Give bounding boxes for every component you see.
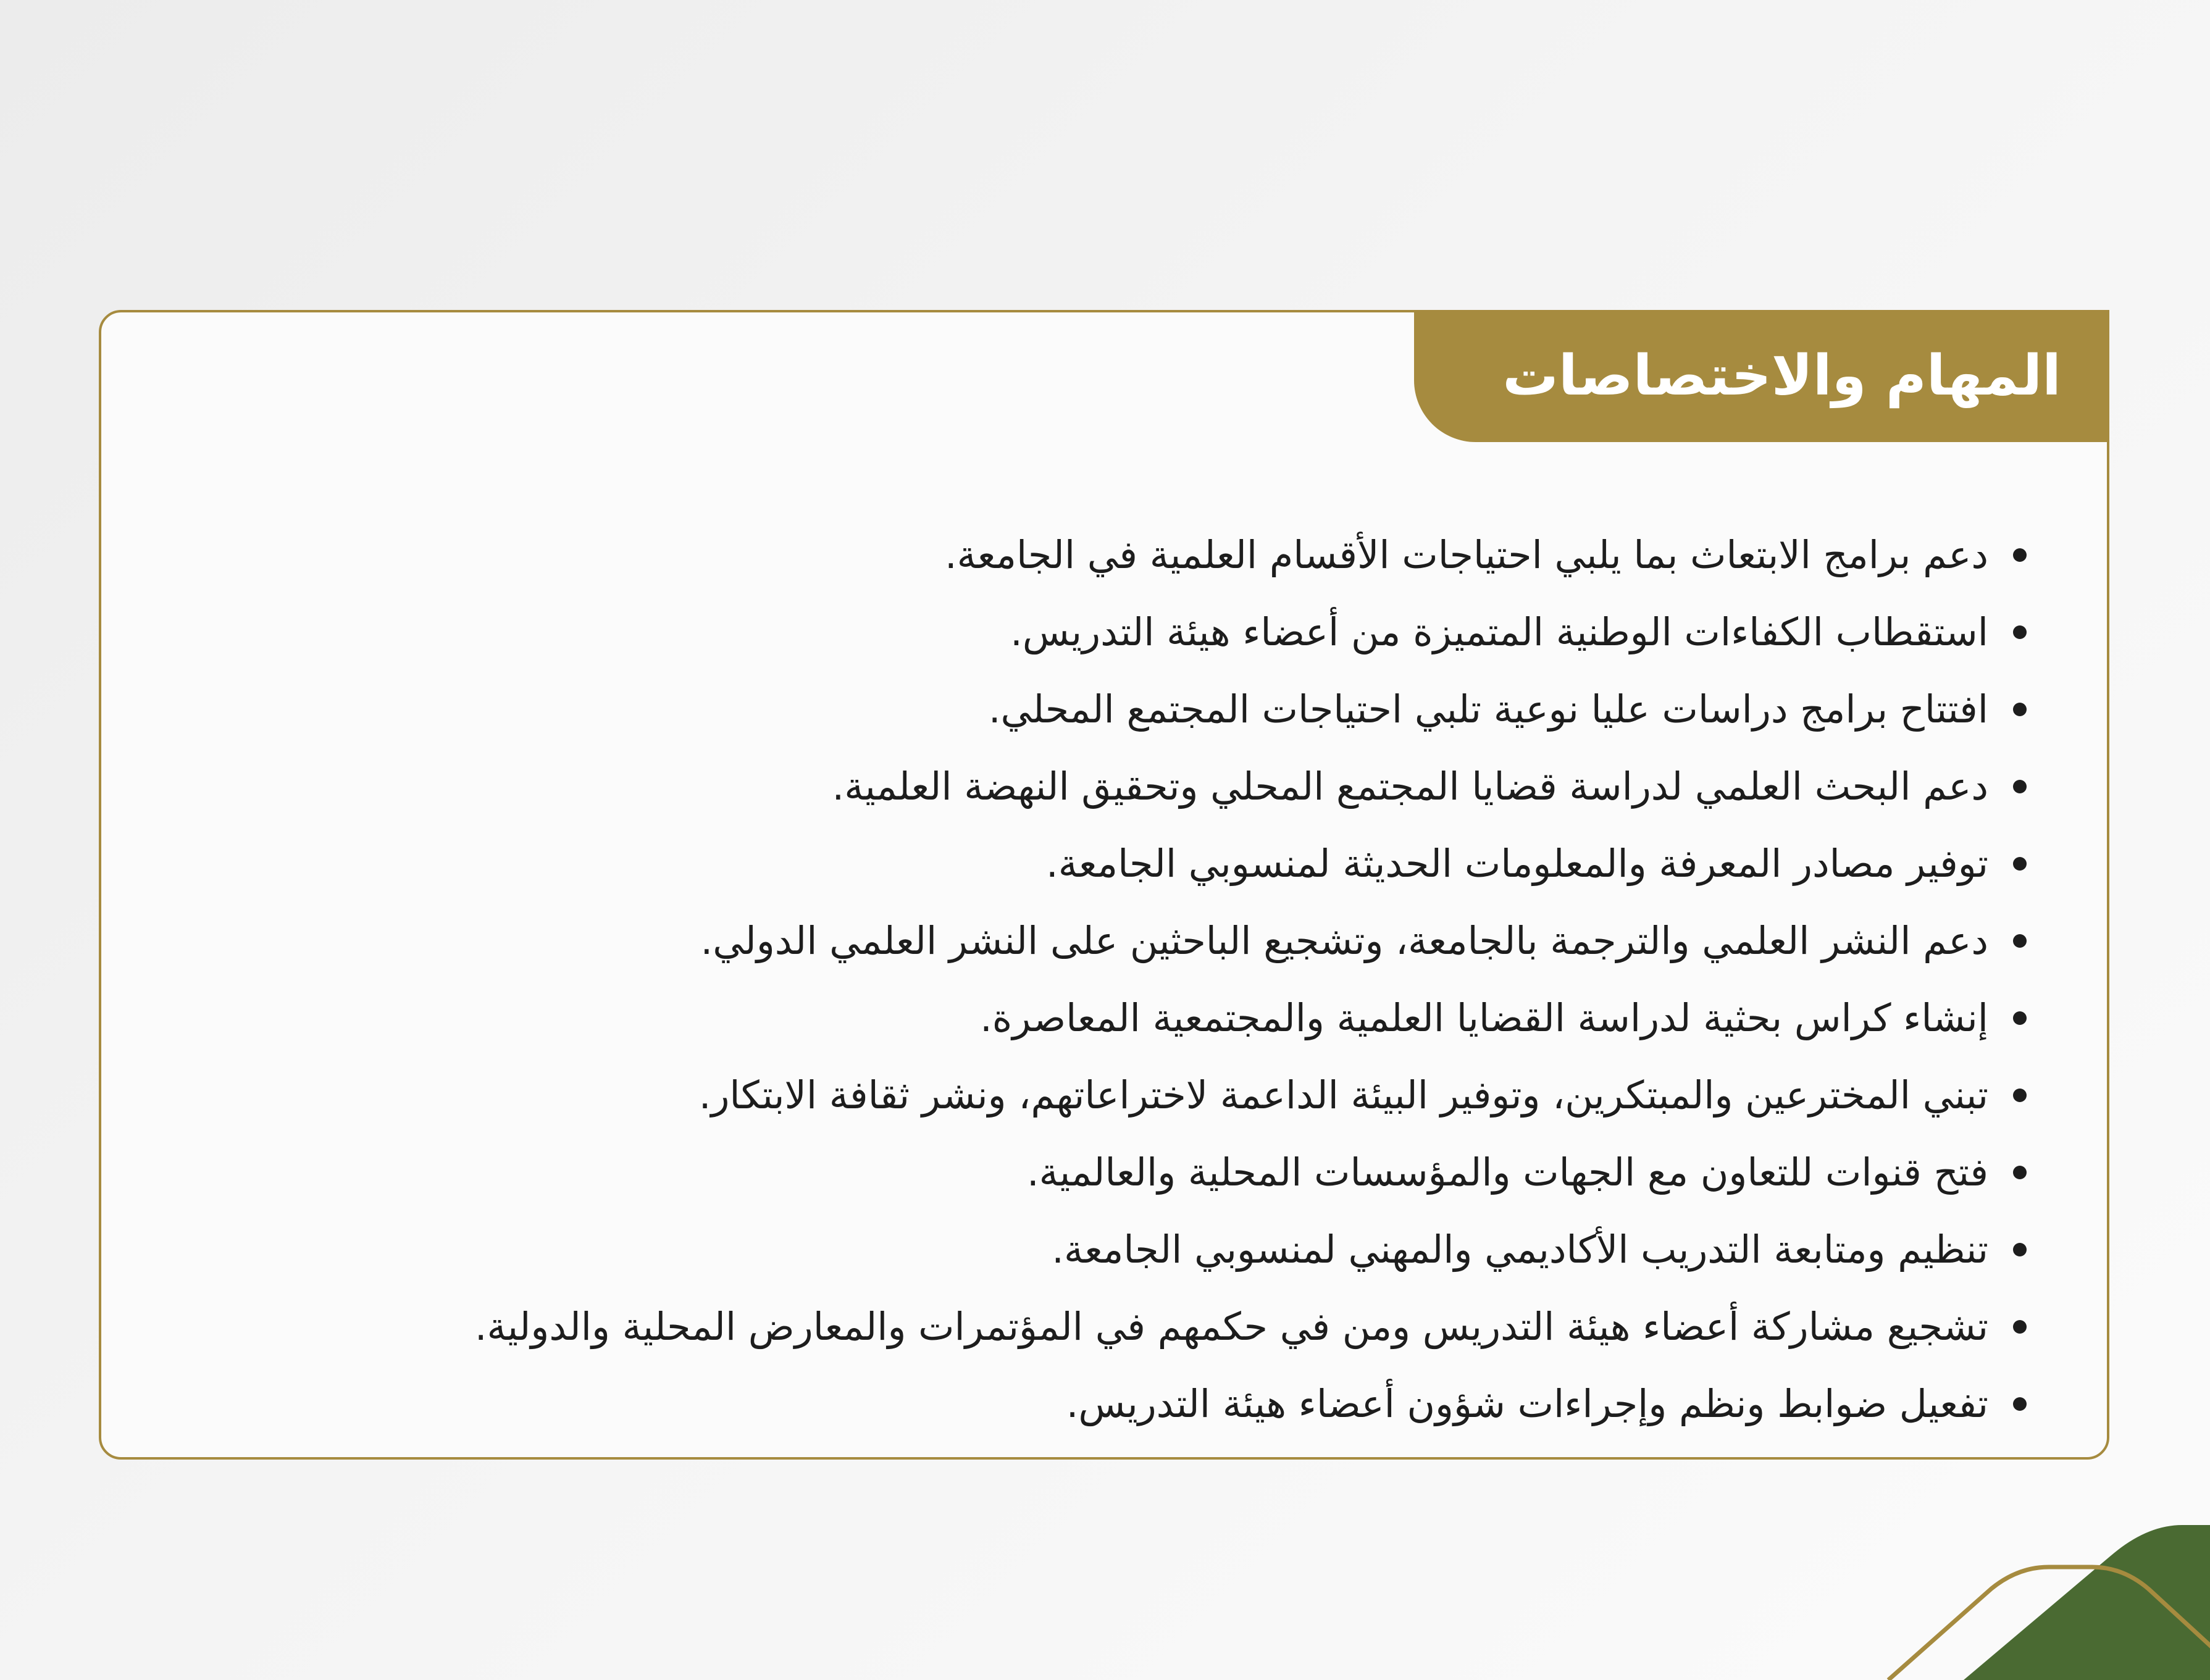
page-title: المهام والاختصاصات <box>1502 343 2061 408</box>
list-item-text: استقطاب الكفاءات الوطنية المتميزة من أعضاء هيئة التدريس. <box>1010 609 1988 654</box>
list-item-text: افتتاح برامج دراسات عليا نوعية تلبي احتياجات المجتمع المحلي. <box>988 687 1988 732</box>
list-item-text: تشجيع مشاركة أعضاء هيئة التدريس ومن في حكمهم في المؤتمرات والمعارض المحلية والدولية. <box>474 1304 1988 1349</box>
list-item-text: إنشاء كراس بحثية لدراسة القضايا العلمية والمجتمعية المعاصرة. <box>980 995 1988 1040</box>
list-item-text: توفير مصادر المعرفة والمعلومات الحديثة لمنسوبي الجامعة. <box>1046 841 1988 886</box>
list-item-text: دعم البحث العلمي لدراسة قضايا المجتمع المحلي وتحقيق النهضة العلمية. <box>832 764 1988 809</box>
list-item-text: فتح قنوات للتعاون مع الجهات والمؤسسات المحلية والعالمية. <box>1026 1150 1988 1195</box>
list-item-text: تنظيم ومتابعة التدريب الأكاديمي والمهني لمنسوبي الجامعة. <box>1052 1227 1988 1272</box>
list-item-text: دعم برامج الابتعاث بما يلبي احتياجات الأقسام العلمية في الجامعة. <box>944 532 1988 577</box>
list-item-text: دعم النشر العلمي والترجمة بالجامعة، وتشجيع الباحثين على النشر العلمي الدولي. <box>700 918 1988 963</box>
green-shape <box>1964 1525 2210 1680</box>
list-item-text: تبني المخترعين والمبتكرين، وتوفير البيئة الداعمة لاختراعاتهم، ونشر ثقافة الابتكار. <box>698 1072 1988 1118</box>
list-item-text: تفعيل ضوابط ونظم وإجراءات شؤون أعضاء هيئة التدريس. <box>1066 1381 1988 1426</box>
